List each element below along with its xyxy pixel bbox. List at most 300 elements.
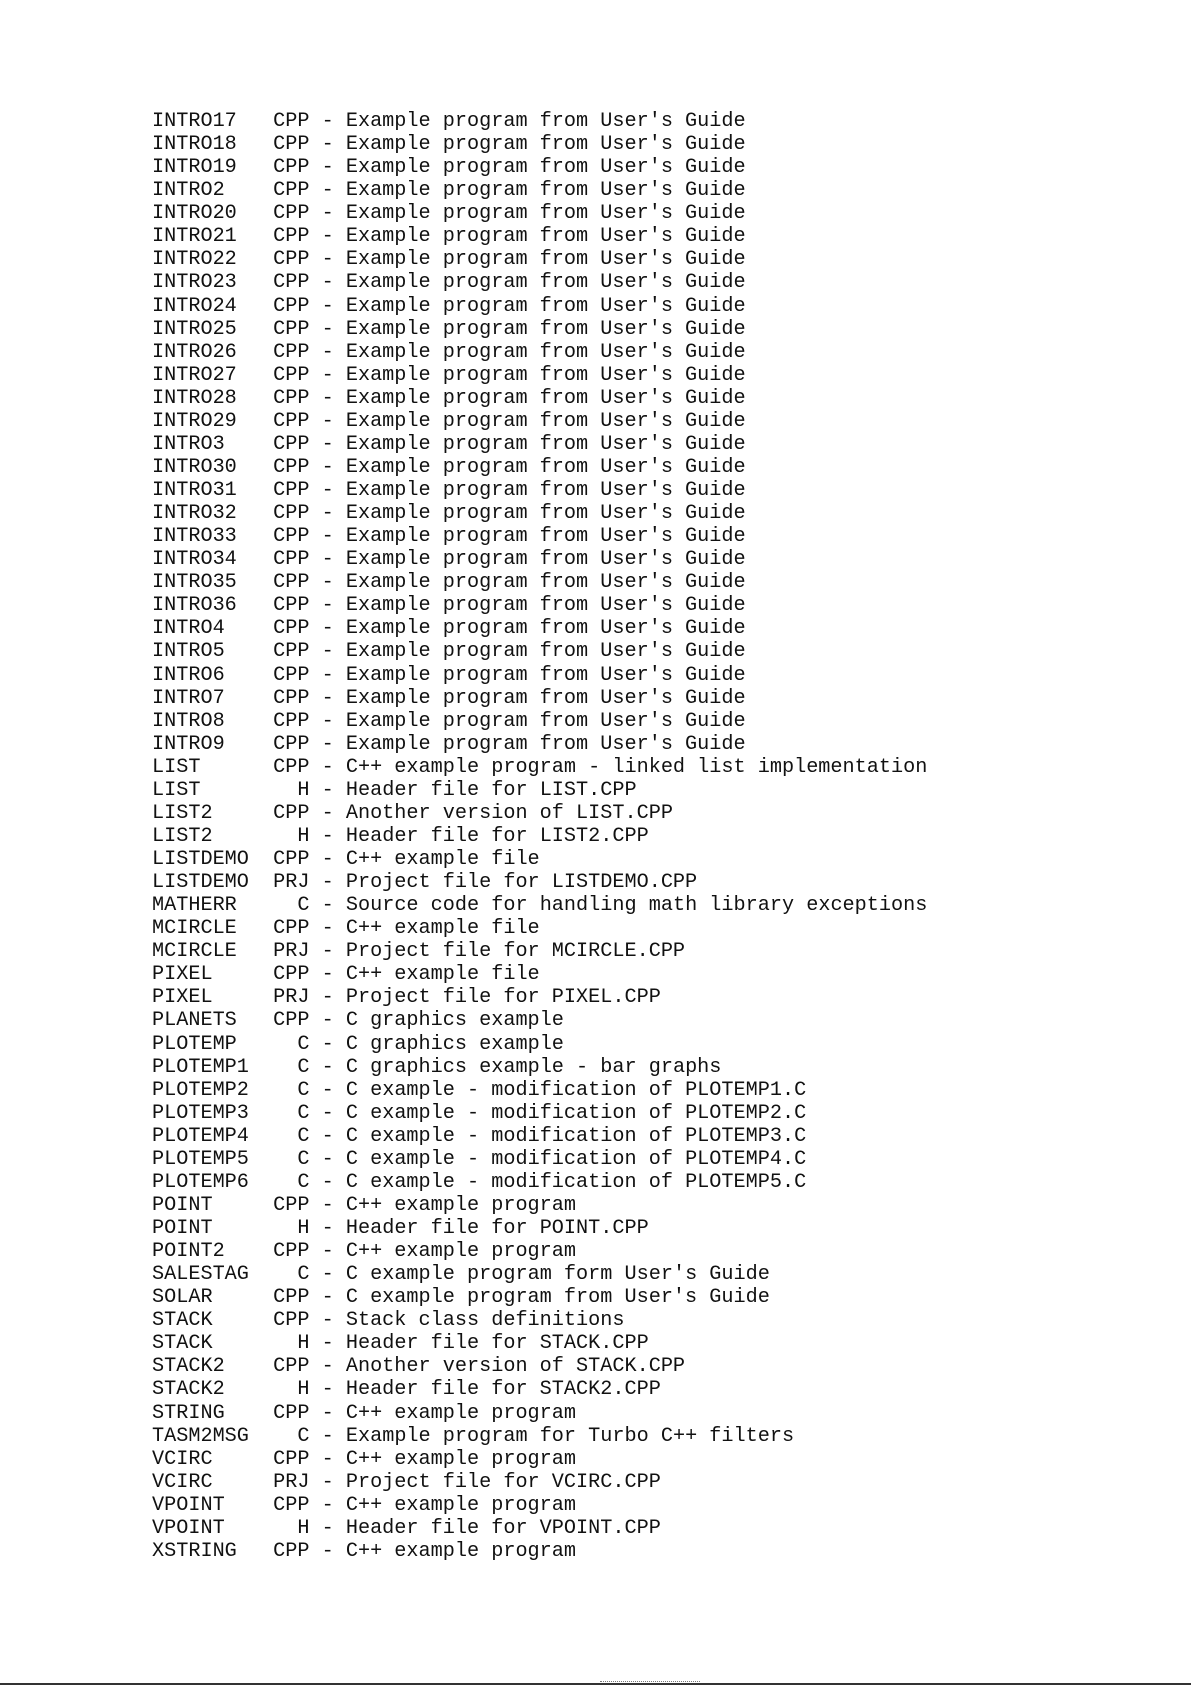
dash-separator: -: [309, 386, 346, 410]
file-name: POINT2: [152, 1240, 225, 1264]
file-name: SALESTAG: [152, 1263, 249, 1287]
dash-separator: -: [309, 133, 346, 157]
dash-separator: -: [309, 317, 346, 341]
file-extension: H: [297, 1217, 310, 1240]
file-description: Example program from User's Guide: [345, 432, 746, 456]
column-gap: [213, 1286, 274, 1309]
file-extension: C: [297, 1124, 310, 1148]
file-name: LISTDEMO: [152, 848, 249, 871]
file-row: [152, 1286, 927, 1309]
file-description: Example program from User's Guide: [345, 271, 746, 295]
column-gap: [249, 1425, 297, 1448]
column-gap: [249, 1263, 297, 1286]
file-name: PLANETS: [152, 1009, 237, 1033]
file-extension: C: [297, 1032, 310, 1056]
file-extension: CPP: [273, 732, 310, 756]
file-row: [152, 1125, 927, 1148]
column-gap: [213, 963, 274, 986]
dash-separator: -: [309, 594, 346, 618]
file-name: STACK2: [152, 1355, 225, 1379]
dash-separator: -: [309, 1032, 346, 1056]
file-extension: CPP: [273, 455, 310, 479]
file-name: INTRO9: [152, 732, 225, 756]
column-gap: [213, 1471, 274, 1494]
file-row: [152, 225, 927, 248]
dash-separator: -: [309, 1516, 346, 1540]
dash-separator: -: [309, 1539, 346, 1563]
column-gap: [237, 341, 273, 364]
file-name: MCIRCLE: [152, 917, 237, 941]
file-name: STACK2: [152, 1378, 225, 1402]
column-gap: [225, 179, 273, 202]
column-gap: [225, 1355, 273, 1378]
column-gap: [225, 1402, 273, 1425]
file-name: MATHERR: [152, 894, 237, 918]
file-row: [152, 1056, 927, 1079]
file-row: [152, 548, 927, 571]
file-description: Example program from User's Guide: [345, 156, 746, 180]
column-gap: [225, 664, 273, 687]
column-gap: [225, 1378, 298, 1401]
file-row: [152, 1517, 927, 1540]
column-gap: [237, 364, 273, 387]
dash-separator: -: [309, 1124, 346, 1148]
file-extension: CPP: [273, 709, 310, 733]
file-extension: PRJ: [273, 986, 310, 1010]
file-extension: CPP: [273, 1286, 310, 1310]
dash-separator: -: [309, 110, 346, 133]
column-gap: [237, 571, 273, 594]
column-gap: [225, 1494, 273, 1517]
file-description: Example program from User's Guide: [345, 686, 746, 710]
file-description: Example program from User's Guide: [345, 663, 746, 687]
file-extension: CPP: [273, 548, 310, 572]
file-extension: CPP: [273, 1193, 310, 1217]
column-gap: [225, 687, 273, 710]
file-extension: H: [297, 778, 310, 802]
file-row: [152, 571, 927, 594]
dash-separator: -: [309, 548, 346, 572]
file-row: [152, 410, 927, 433]
file-extension: CPP: [273, 686, 310, 710]
file-description: Example program from User's Guide: [345, 317, 746, 341]
file-row: [152, 1332, 927, 1355]
dash-separator: -: [309, 801, 346, 825]
file-name: MCIRCLE: [152, 940, 237, 964]
file-row: [152, 733, 927, 756]
dash-separator: -: [309, 732, 346, 756]
file-name: INTRO8: [152, 709, 225, 733]
file-row: [152, 1402, 927, 1425]
dash-separator: -: [309, 778, 346, 802]
dash-separator: -: [309, 917, 346, 941]
column-gap: [237, 318, 273, 341]
column-gap: [237, 594, 273, 617]
file-extension: CPP: [273, 179, 310, 203]
file-description: Another version of STACK.CPP: [345, 1355, 686, 1379]
dash-separator: -: [309, 1240, 346, 1264]
dash-separator: -: [309, 709, 346, 733]
dash-separator: -: [309, 1009, 346, 1033]
file-name: INTRO19: [152, 156, 237, 180]
file-row: [152, 502, 927, 525]
file-description: Project file for VCIRC.CPP: [345, 1470, 661, 1494]
file-name: VPOINT: [152, 1493, 225, 1517]
file-description: C++ example program: [345, 1493, 577, 1517]
file-name: INTRO17: [152, 110, 237, 133]
file-description: C++ example file: [345, 963, 540, 987]
column-gap: [237, 271, 273, 294]
file-name: PLOTEMP6: [152, 1170, 249, 1194]
file-description: C example program form User's Guide: [345, 1263, 770, 1287]
file-description: Project file for PIXEL.CPP: [345, 986, 661, 1010]
file-listing: [152, 110, 927, 1563]
dash-separator: -: [309, 871, 346, 895]
file-row: [152, 1448, 927, 1471]
file-name: INTRO31: [152, 479, 237, 502]
dash-separator: -: [309, 1286, 346, 1310]
file-extension: CPP: [273, 1309, 310, 1333]
file-name: INTRO7: [152, 686, 225, 710]
dash-separator: -: [309, 1424, 346, 1448]
file-description: Example program from User's Guide: [345, 225, 746, 249]
file-name: LISTDEMO: [152, 871, 249, 895]
file-name: PLOTEMP3: [152, 1101, 249, 1125]
file-name: INTRO25: [152, 317, 237, 341]
column-gap: [249, 871, 273, 894]
file-row: [152, 133, 927, 156]
file-row: [152, 1194, 927, 1217]
file-extension: CPP: [273, 525, 310, 549]
file-row: [152, 364, 927, 387]
dash-separator: -: [309, 663, 346, 687]
file-extension: PRJ: [273, 940, 310, 964]
column-gap: [249, 1079, 297, 1102]
file-description: C graphics example - bar graphs: [345, 1055, 722, 1079]
column-gap: [213, 1194, 274, 1217]
file-extension: CPP: [273, 1493, 310, 1517]
dash-separator: -: [309, 1309, 346, 1333]
file-name: XSTRING: [152, 1539, 237, 1563]
dash-separator: -: [309, 1447, 346, 1471]
file-extension: CPP: [273, 133, 310, 157]
file-extension: PRJ: [273, 871, 310, 895]
dash-separator: -: [309, 271, 346, 295]
column-gap: [237, 1540, 273, 1563]
file-name: VCIRC: [152, 1470, 213, 1494]
dash-separator: -: [309, 1401, 346, 1425]
file-description: C++ example program - linked list implementation: [345, 755, 928, 779]
file-row: [152, 1009, 927, 1032]
file-extension: C: [297, 1055, 310, 1079]
column-gap: [225, 1517, 298, 1540]
file-name: INTRO33: [152, 525, 237, 549]
file-extension: C: [297, 1147, 310, 1171]
page-bottom-mark: [600, 1681, 700, 1683]
file-row: [152, 318, 927, 341]
file-extension: CPP: [273, 1240, 310, 1264]
column-gap: [200, 756, 273, 779]
column-gap: [200, 779, 297, 802]
dash-separator: -: [309, 432, 346, 456]
file-row: [152, 1540, 927, 1563]
file-row: [152, 525, 927, 548]
file-description: C++ example program: [345, 1193, 577, 1217]
file-name: INTRO6: [152, 663, 225, 687]
column-gap: [225, 640, 273, 663]
file-description: Example program from User's Guide: [345, 133, 746, 157]
file-row: [152, 640, 927, 663]
file-name: INTRO23: [152, 271, 237, 295]
file-row: [152, 756, 927, 779]
dash-separator: -: [309, 848, 346, 871]
column-gap: [237, 479, 273, 502]
file-extension: CPP: [273, 502, 310, 526]
file-description: Header file for LIST.CPP: [345, 778, 637, 802]
file-extension: CPP: [273, 1355, 310, 1379]
file-row: [152, 664, 927, 687]
file-extension: H: [297, 1378, 310, 1402]
dash-separator: -: [309, 455, 346, 479]
file-extension: PRJ: [273, 1470, 310, 1494]
file-extension: CPP: [273, 801, 310, 825]
file-description: Example program from User's Guide: [345, 248, 746, 272]
file-row: [152, 202, 927, 225]
file-description: C graphics example: [345, 1009, 564, 1033]
file-description: C example - modification of PLOTEMP4.C: [345, 1147, 807, 1171]
file-row: [152, 1471, 927, 1494]
column-gap: [249, 1171, 297, 1194]
file-extension: CPP: [273, 479, 310, 502]
file-description: Header file for POINT.CPP: [345, 1217, 649, 1240]
dash-separator: -: [309, 755, 346, 779]
file-row: [152, 1263, 927, 1286]
column-gap: [237, 110, 273, 133]
file-description: Example program from User's Guide: [345, 179, 746, 203]
file-description: Example program from User's Guide: [345, 594, 746, 618]
file-name: POINT: [152, 1193, 213, 1217]
file-name: INTRO4: [152, 617, 225, 641]
file-description: Project file for LISTDEMO.CPP: [345, 871, 698, 895]
file-row: [152, 1309, 927, 1332]
file-extension: CPP: [273, 1009, 310, 1033]
file-description: Example program from User's Guide: [345, 548, 746, 572]
file-description: C++ example file: [345, 848, 540, 871]
file-row: [152, 1033, 927, 1056]
file-name: INTRO26: [152, 340, 237, 364]
file-name: INTRO21: [152, 225, 237, 249]
file-row: [152, 271, 927, 294]
column-gap: [213, 802, 274, 825]
file-name: PIXEL: [152, 963, 213, 987]
dash-separator: -: [309, 502, 346, 526]
column-gap: [213, 1332, 298, 1355]
file-row: [152, 1494, 927, 1517]
column-gap: [237, 248, 273, 271]
file-description: Example program from User's Guide: [345, 525, 746, 549]
dash-separator: -: [309, 986, 346, 1010]
column-gap: [237, 548, 273, 571]
file-name: INTRO22: [152, 248, 237, 272]
file-name: STRING: [152, 1401, 225, 1425]
file-row: [152, 986, 927, 1009]
file-extension: CPP: [273, 340, 310, 364]
file-row: [152, 1148, 927, 1171]
dash-separator: -: [309, 156, 346, 180]
file-name: PLOTEMP5: [152, 1147, 249, 1171]
file-row: [152, 1240, 927, 1263]
dash-separator: -: [309, 1078, 346, 1102]
file-extension: H: [297, 1516, 310, 1540]
dash-separator: -: [309, 940, 346, 964]
file-name: INTRO32: [152, 502, 237, 526]
dash-separator: -: [309, 1055, 346, 1079]
file-row: [152, 341, 927, 364]
file-description: C graphics example: [345, 1032, 564, 1056]
file-extension: CPP: [273, 1401, 310, 1425]
file-row: [152, 963, 927, 986]
file-row: [152, 295, 927, 318]
file-name: PLOTEMP1: [152, 1055, 249, 1079]
column-gap: [237, 225, 273, 248]
file-name: STACK: [152, 1309, 213, 1333]
file-row: [152, 710, 927, 733]
file-row: [152, 779, 927, 802]
file-description: C example - modification of PLOTEMP5.C: [345, 1170, 807, 1194]
dash-separator: -: [309, 686, 346, 710]
column-gap: [237, 894, 298, 917]
file-extension: CPP: [273, 317, 310, 341]
file-extension: CPP: [273, 917, 310, 941]
file-row: [152, 894, 927, 917]
file-extension: CPP: [273, 248, 310, 272]
file-name: INTRO35: [152, 571, 237, 595]
file-row: [152, 848, 927, 871]
file-extension: CPP: [273, 571, 310, 595]
column-gap: [237, 940, 273, 963]
column-gap: [225, 433, 273, 456]
file-extension: C: [297, 1424, 310, 1448]
file-description: C++ example program: [345, 1447, 577, 1471]
column-gap: [237, 295, 273, 318]
file-extension: CPP: [273, 294, 310, 318]
file-description: Example program from User's Guide: [345, 709, 746, 733]
file-name: PLOTEMP: [152, 1032, 237, 1056]
file-name: LIST2: [152, 824, 213, 848]
file-name: TASM2MSG: [152, 1424, 249, 1448]
column-gap: [249, 1125, 297, 1148]
file-extension: C: [297, 894, 310, 918]
file-extension: CPP: [273, 202, 310, 226]
file-row: [152, 1217, 927, 1240]
file-description: Example program from User's Guide: [345, 363, 746, 387]
file-description: Example program from User's Guide: [345, 640, 746, 664]
file-extension: CPP: [273, 848, 310, 871]
column-gap: [237, 133, 273, 156]
file-description: Another version of LIST.CPP: [345, 801, 673, 825]
column-gap: [213, 825, 298, 848]
column-gap: [249, 848, 273, 871]
file-extension: CPP: [273, 386, 310, 410]
dash-separator: -: [309, 294, 346, 318]
file-extension: CPP: [273, 432, 310, 456]
file-row: [152, 1425, 927, 1448]
file-description: Example program from User's Guide: [345, 110, 746, 133]
file-description: Source code for handling math library exceptions: [345, 894, 928, 918]
file-name: VCIRC: [152, 1447, 213, 1471]
file-description: C++ example file: [345, 917, 540, 941]
file-description: Example program from User's Guide: [345, 409, 746, 433]
file-description: Project file for MCIRCLE.CPP: [345, 940, 686, 964]
column-gap: [237, 410, 273, 433]
dash-separator: -: [309, 1470, 346, 1494]
file-description: Example program from User's Guide: [345, 571, 746, 595]
file-extension: CPP: [273, 409, 310, 433]
dash-separator: -: [309, 963, 346, 987]
column-gap: [213, 1309, 274, 1332]
dash-separator: -: [309, 479, 346, 502]
column-gap: [237, 387, 273, 410]
dash-separator: -: [309, 525, 346, 549]
file-name: LIST: [152, 755, 201, 779]
column-gap: [249, 1102, 297, 1125]
file-extension: H: [297, 1332, 310, 1356]
file-name: INTRO3: [152, 432, 225, 456]
column-gap: [225, 1240, 273, 1263]
file-row: [152, 433, 927, 456]
dash-separator: -: [309, 617, 346, 641]
file-extension: CPP: [273, 363, 310, 387]
file-name: LIST: [152, 778, 201, 802]
file-row: [152, 110, 927, 133]
file-description: Example program from User's Guide: [345, 732, 746, 756]
file-description: C example - modification of PLOTEMP1.C: [345, 1078, 807, 1102]
file-name: INTRO34: [152, 548, 237, 572]
column-gap: [237, 502, 273, 525]
file-name: PIXEL: [152, 986, 213, 1010]
file-row: [152, 825, 927, 848]
dash-separator: -: [309, 640, 346, 664]
dash-separator: -: [309, 225, 346, 249]
column-gap: [237, 1009, 273, 1032]
file-extension: CPP: [273, 1539, 310, 1563]
file-name: SOLAR: [152, 1286, 213, 1310]
file-extension: CPP: [273, 594, 310, 618]
file-extension: CPP: [273, 156, 310, 180]
file-extension: CPP: [273, 110, 310, 133]
dash-separator: -: [309, 409, 346, 433]
dash-separator: -: [309, 824, 346, 848]
file-row: [152, 594, 927, 617]
column-gap: [249, 1148, 297, 1171]
file-extension: CPP: [273, 617, 310, 641]
file-extension: CPP: [273, 663, 310, 687]
file-name: INTRO5: [152, 640, 225, 664]
file-name: INTRO27: [152, 363, 237, 387]
column-gap: [237, 525, 273, 548]
file-description: Example program from User's Guide: [345, 340, 746, 364]
column-gap: [225, 710, 273, 733]
file-name: STACK: [152, 1332, 213, 1356]
file-description: Header file for STACK.CPP: [345, 1332, 649, 1356]
file-description: Example program for Turbo C++ filters: [345, 1424, 795, 1448]
file-name: INTRO36: [152, 594, 237, 618]
file-row: [152, 156, 927, 179]
dash-separator: -: [309, 1170, 346, 1194]
file-name: INTRO2: [152, 179, 225, 203]
column-gap: [237, 1033, 298, 1056]
file-row: [152, 617, 927, 640]
